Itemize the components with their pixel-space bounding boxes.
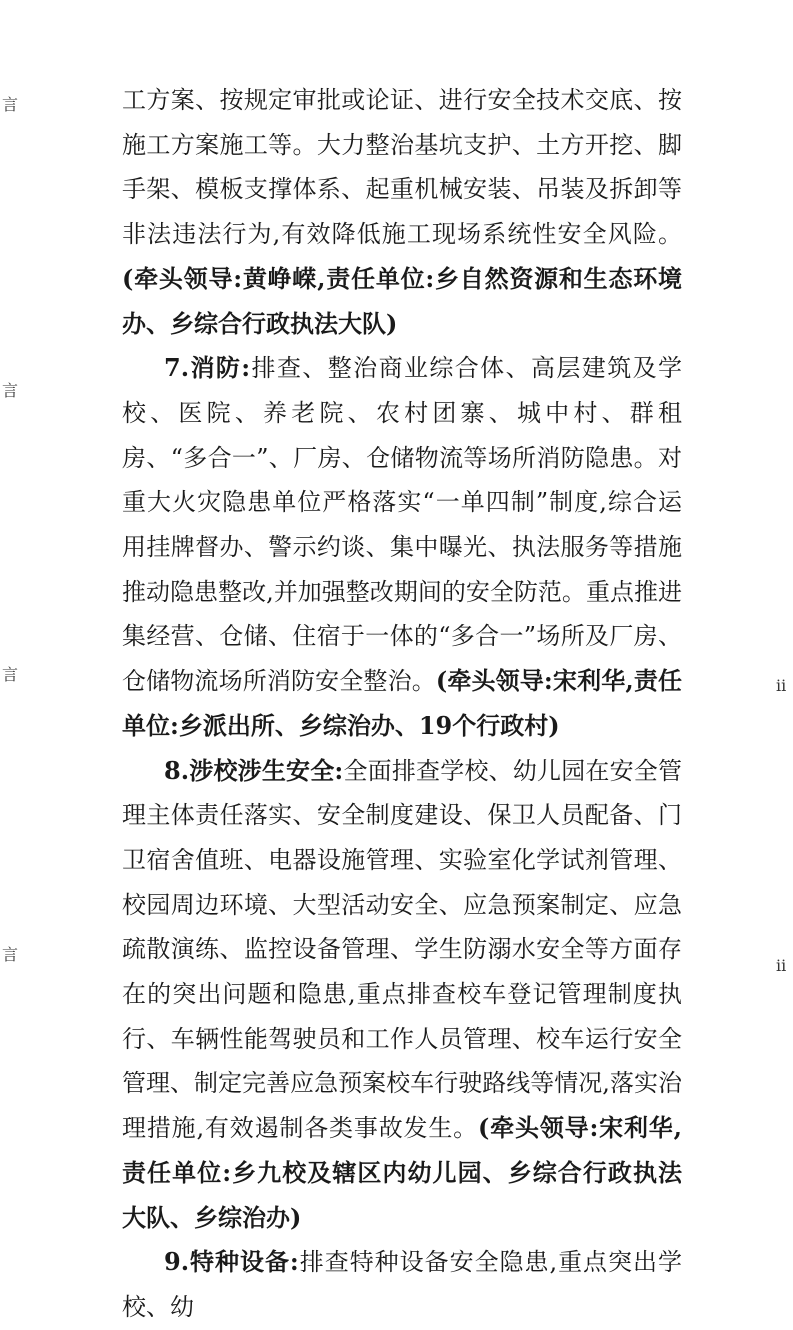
paragraph-special-equipment bbox=[122, 1240, 682, 1329]
section-heading: 9.特种设备: bbox=[164, 1247, 299, 1277]
lead-responsibility: (牵头领导:宋利华,责任单位:乡派出所、乡综治办、19个行政村) bbox=[122, 666, 682, 740]
scan-artifact: ⅱ bbox=[776, 676, 787, 695]
paragraph-text: 排查特种设备安全隐患,重点突出学校、幼 bbox=[122, 1248, 682, 1321]
section-heading: 7.消防: bbox=[164, 353, 251, 383]
paragraph-school-safety bbox=[122, 749, 682, 1241]
paragraph-construction bbox=[122, 78, 682, 346]
scan-artifact: 言 bbox=[2, 945, 19, 964]
paragraph-fire-safety bbox=[122, 346, 682, 748]
document-body bbox=[122, 78, 682, 1330]
scan-artifact: 言 bbox=[2, 381, 19, 400]
paragraph-text: 工方案、按规定审批或论证、进行安全技术交底、按施工方案施工等。大力整治基坑支护、土方开挖、脚手架、模板支撑体系、起重机械安装、吊装及拆卸等非法违法行为,有效降低施工现场系统性安全风险。 bbox=[122, 86, 682, 249]
lead-responsibility: (牵头领导:黄峥嵘,责任单位:乡自然资源和生态环境办、乡综合行政执法大队) bbox=[122, 263, 682, 338]
section-heading: 8.涉校涉生安全: bbox=[164, 755, 344, 785]
scan-artifact: 言 bbox=[2, 95, 19, 114]
scan-artifact: 言 bbox=[2, 665, 19, 684]
paragraph-text: 排查、整治商业综合体、高层建筑及学校、医院、养老院、农村团寨、城中村、群租房、“多合一”、厂房、仓储物流等场所消防隐患。对重大火灾隐患单位严格落实“一单四制”制度,综合运用挂牌督办、警示约谈、集中曝光、执法服务等措施推动隐患整改,并加强整改期间的安全防范。重点推进集经营、仓储、住宿于一体的“多合一”场所及厂房、仓储物流场所消防安全整治。 bbox=[122, 354, 683, 696]
paragraph-text: 全面排查学校、幼儿园在安全管理主体责任落实、安全制度建设、保卫人员配备、门卫宿舍值班、电器设施管理、实验室化学试剂管理、校园周边环境、大型活动安全、应急预案制定、应急疏散演练、监控设备管理、学生防溺水安全等方面存在的突出问题和隐患,重点排查校车登记管理制度执行、车辆性能驾驶员和工作人员管理、校车运行安全管理、制定完善应急预案校车行驶路线等情况,落实治理措施,有效遏制各类事故发生。 bbox=[122, 756, 682, 1143]
scan-artifact: ⅱ bbox=[776, 956, 787, 975]
lead-responsibility: (牵头领导:宋利华,责任单位:乡九校及辖区内幼儿园、乡综合行政执法大队、乡综治办) bbox=[122, 1113, 682, 1232]
